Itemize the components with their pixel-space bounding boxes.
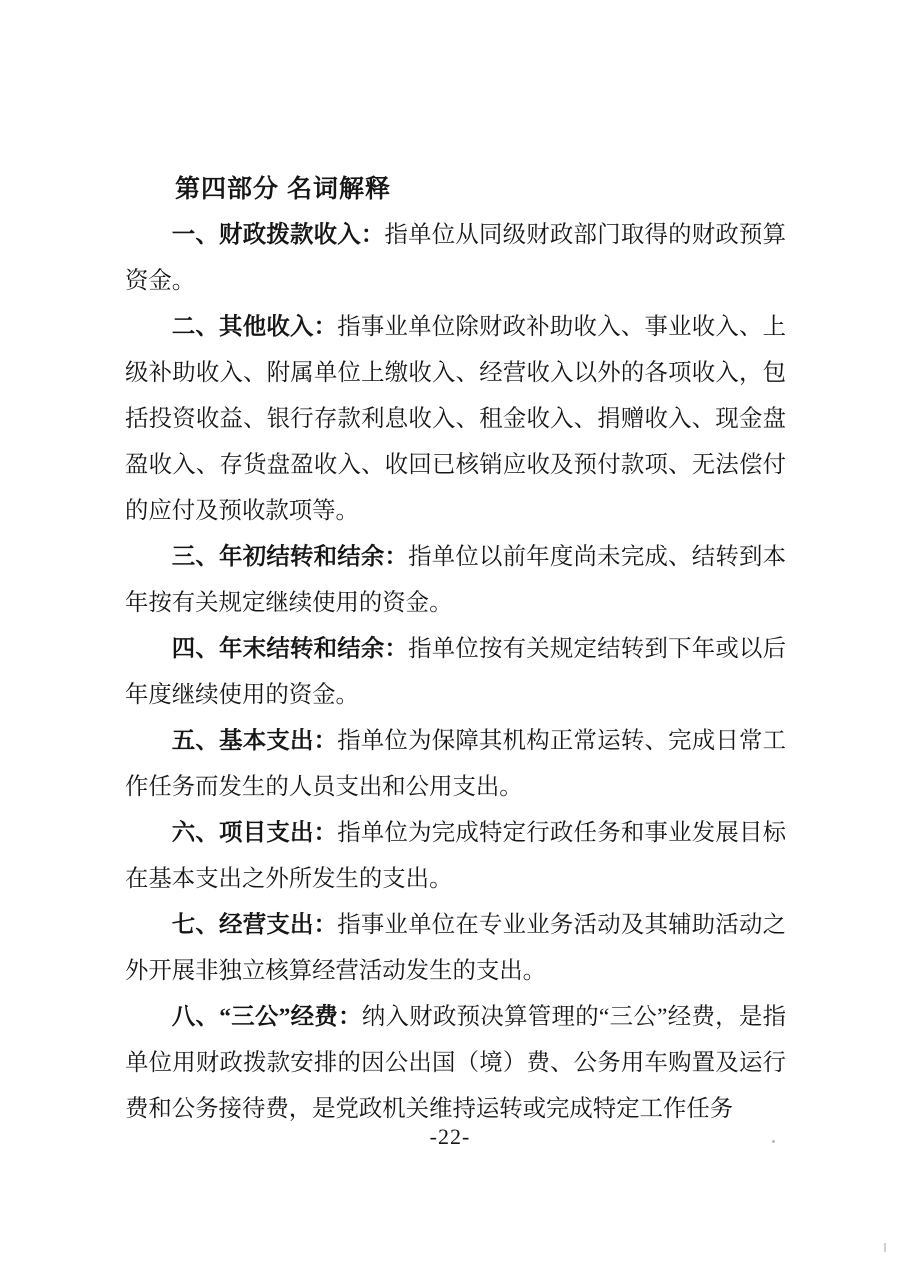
definition-text: 指事业单位在专业业务活动及其辅助活动之外开展非独立核算经营活动发生的支出。 <box>125 912 787 984</box>
definition-term: 八、“三公”经费： <box>171 1004 362 1030</box>
definition-text: 指单位从同级财政部门取得的财政预算资金。 <box>125 222 787 294</box>
definition-term: 七、经营支出： <box>171 912 338 938</box>
page-number: -22- <box>429 1124 471 1149</box>
definition-term: 二、其他收入： <box>171 314 338 340</box>
definition-text: 指单位为保障其机构正常运转、完成日常工作任务而发生的人员支出和公用支出。 <box>125 728 787 800</box>
definition-term: 一、财政拨款收入： <box>171 222 385 248</box>
definition-paragraph <box>125 902 786 994</box>
definition-term: 三、年初结转和结余： <box>171 544 409 570</box>
definition-term: 四、年末结转和结余： <box>171 636 409 662</box>
definition-paragraph <box>125 718 786 810</box>
definition-text: 指单位以前年度尚未完成、结转到本年按有关规定继续使用的资金。 <box>125 544 787 616</box>
section-title: 第四部分 名词解释 <box>175 175 391 203</box>
definition-text: 指单位为完成特定行政任务和事业发展目标在基本支出之外所发生的支出。 <box>125 820 787 892</box>
definition-paragraph <box>125 212 786 304</box>
definition-paragraph <box>125 626 786 718</box>
definition-text: 指事业单位除财政补助收入、事业收入、上级补助收入、附属单位上缴收入、经营收入以外的各项收入，包括投资收益、银行存款利息收入、租金收入、捐赠收入、现金盘盈收入、存货盘盈收入、收回已核销应收及预付款项、无法偿付的应付及预收款项等。 <box>125 314 787 524</box>
definition-paragraph <box>125 994 786 1132</box>
scan-speck <box>772 1140 775 1143</box>
definition-paragraph <box>125 304 786 534</box>
scan-speck <box>884 1243 886 1252</box>
definition-text: 指单位按有关规定结转到下年或以后年度继续使用的资金。 <box>125 636 787 708</box>
definition-paragraph <box>125 534 786 626</box>
definition-term: 六、项目支出： <box>171 820 338 846</box>
definition-term: 五、基本支出： <box>171 728 338 754</box>
document-body <box>125 166 786 1132</box>
definition-paragraph <box>125 810 786 902</box>
definition-text: 纳入财政预决算管理的“三公”经费，是指单位用财政拨款安排的因公出国（境）费、公务用车购置及运行费和公务接待费，是党政机关维持运转或完成特定工作任务 <box>125 1004 786 1122</box>
